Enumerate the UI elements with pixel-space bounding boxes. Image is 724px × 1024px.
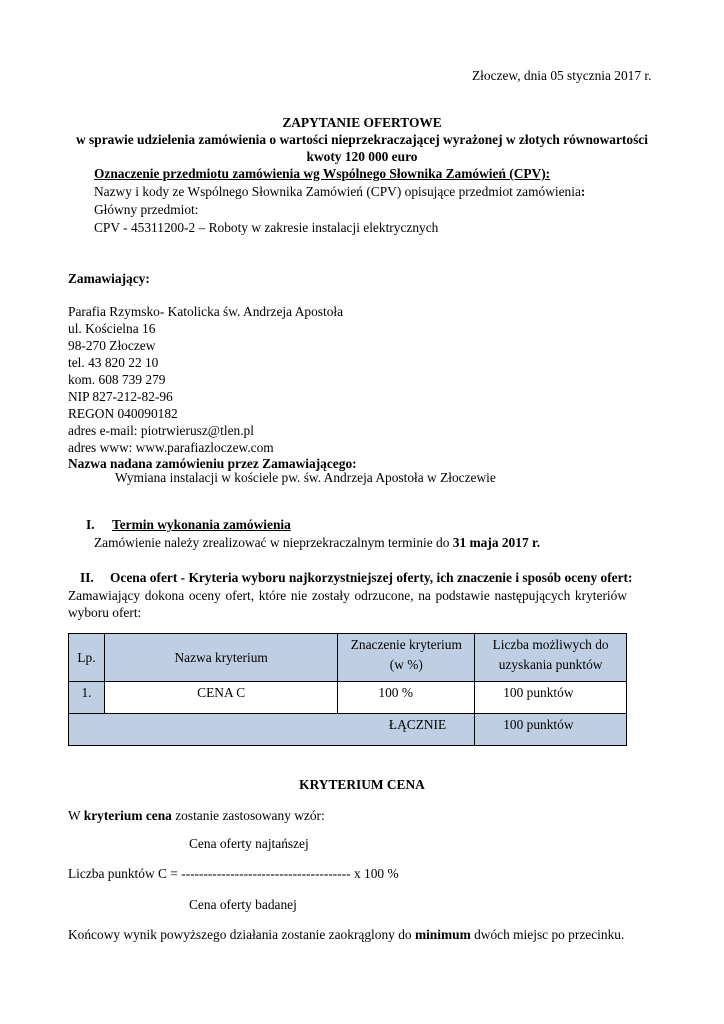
cpv-main-label: Główny przedmiot: [94,202,199,217]
price-intro-suffix: zostanie zastosowany wzór: [171,808,325,823]
header-criterion-name: Nazwa kryterium [104,634,337,682]
price-final-bold: minimum [414,927,471,942]
section1-heading: Termin wykonania zamówienia [112,517,291,532]
orderer-line: Parafia Rzymsko- Katolicka św. Andrzeja Apostoła [68,304,344,319]
formula-line: Liczba punktów C = -------------------------------------- x 100 % [68,866,399,881]
orderer-line: REGON 040090182 [68,406,178,421]
row-points: 100 punktów [475,682,627,714]
orderer-line: tel. 43 820 22 10 [68,355,159,370]
orderer-line: adres e-mail: piotrwierusz@tlen.pl [68,423,254,438]
date-line: Złoczew, dnia 05 stycznia 2017 r. [472,68,652,83]
order-name-heading: Nazwa nadana zamówieniu przez Zamawiającego: [68,456,357,471]
price-heading: KRYTERIUM CENA [299,777,425,792]
header-points-line1: Liczba możliwych do [492,637,609,652]
price-intro-bold: kryterium cena [83,808,172,823]
header-lp: Lp. [69,634,105,682]
section1-text-main: Zamówienie należy zrealizować w nieprzekraczalnym terminie do [94,535,453,550]
cpv-names-line [94,183,585,200]
row-weight: 100 % [338,682,475,714]
header-weight-line2: (w %) [389,657,423,672]
price-final-suffix: dwóch miejsc po przecinku. [470,927,625,942]
document-subtitle-line1: w sprawie udzielenia zamówienia o wartości nieprzekraczającej wyrażonej w złotych równowartości [76,132,648,147]
price-final [68,926,624,943]
orderer-line: ul. Kościelna 16 [68,321,156,336]
table-row [69,682,627,714]
header-weight [338,634,475,682]
orderer-line: 98-270 Złoczew [68,338,156,353]
section1-number: I. [86,517,95,532]
orderer-line: NIP 827-212-82-96 [68,389,173,404]
price-intro-prefix: W [68,808,84,823]
price-intro [68,807,325,824]
section1-text [94,534,540,551]
orderer-line: kom. 608 739 279 [68,372,166,387]
order-name-value: Wymiana instalacji w kościele pw. św. Andrzeja Apostoła w Złoczewie [115,470,496,485]
header-points-line2: uzyskania punktów [498,657,603,672]
header-weight-line1: Znaczenie kryterium [350,637,462,652]
document-title: ZAPYTANIE OFERTOWE [282,115,442,130]
section1-deadline: 31 maja 2017 r. [452,535,541,550]
section2-heading: Ocena ofert - Kryteria wyboru najkorzystniejszej oferty, ich znaczenie i sposób oceny ofert: [110,570,633,585]
cpv-heading: Oznaczenie przedmiotu zamówienia wg Wspólnego Słownika Zamówień (CPV): [94,166,551,181]
orderer-heading: Zamawiający: [68,271,150,286]
formula-numerator: Cena oferty najtańszej [189,836,309,851]
cpv-code-line: CPV - 45311200-2 – Roboty w zakresie instalacji elektrycznych [94,220,439,235]
section2-text-line2: wyboru ofert: [68,605,142,620]
row-criterion-name: CENA C [104,682,337,714]
document-subtitle-line2: kwoty 120 000 euro [306,149,418,164]
cpv-names-text: Nazwy i kody ze Wspólnego Słownika Zamówień (CPV) opisujące przedmiot zamówienia [94,184,581,199]
table-total-row [69,714,627,746]
section2-number: II. [80,570,94,585]
table-header-row [69,634,627,682]
section2-text-line1: Zamawiający dokona oceny ofert, które nie zostały odrzucone, na podstawie następujących kryteriów [68,588,627,603]
criteria-table [68,633,627,746]
orderer-line: adres www: www.parafiazloczew.com [68,440,274,455]
cpv-names-colon: : [580,184,586,199]
formula-denominator: Cena oferty badanej [189,897,297,912]
header-points [475,634,627,682]
total-label: ŁĄCZNIE [69,714,475,746]
total-points: 100 punktów [475,714,627,746]
row-lp: 1. [69,682,105,714]
price-final-prefix: Końcowy wynik powyższego działania zostanie zaokrąglony do [68,927,415,942]
